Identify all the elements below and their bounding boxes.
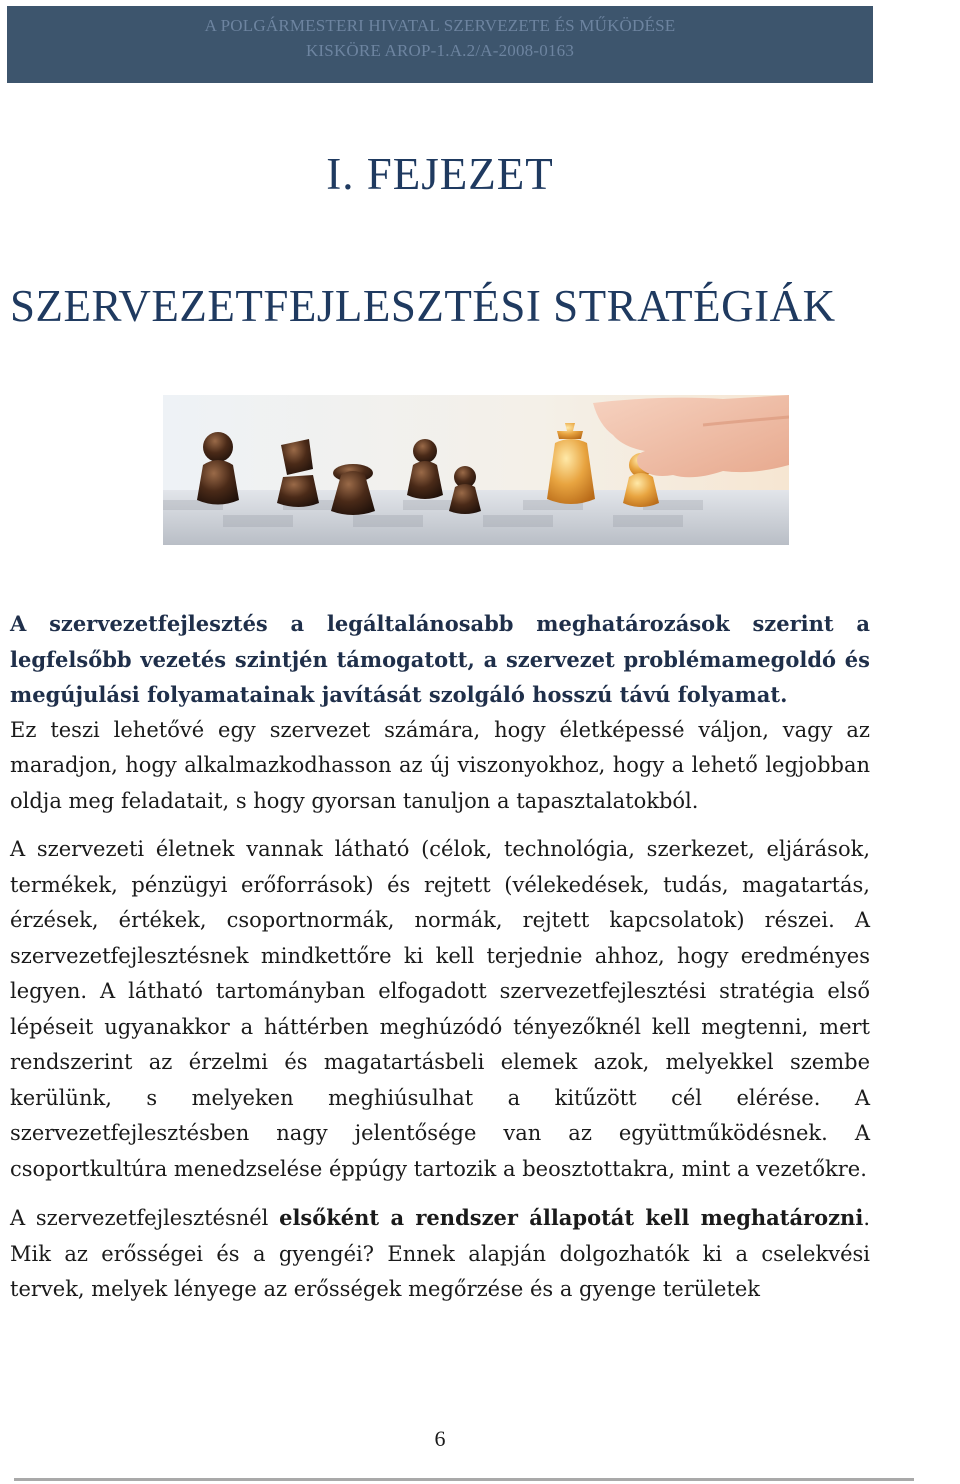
paragraph-3-emphasis: elsőként a rendszer állapotát kell meghatározni <box>279 1205 864 1230</box>
paragraph-2: A szervezeti életnek vannak látható (célok, technológia, szerkezet, eljárások, termékek, pénzügyi erőforrások) és rejtett (vélekedések, tudás, magatartás, érzések, értékek, csoportnormák, normák, rejtett kapcsolatok) részei. A szervezetfejlesztésnek mindkettőre ki kell terjednie ahhoz, hogy eredményes legyen. A látható tartományban elfogadott szervezetfejlesztési stratégia első lépéseit ugyanakkor a háttérben meghúzódó tényezőknél kell megtenni, mert rendszerint az érzelmi és magatartásbeli elemek azok, melyekkel szembe kerülünk, s melyeken meghiúsulhat a kitűzött cél elérése. A szervezetfejlesztésben nagy jelentősége van az együttműködésnek. A csoportkultúra menedzselése éppúgy tartozik a beosztottakra, mint a vezetőkre. <box>10 837 870 1181</box>
paragraph-3-start: A szervezetfejlesztésnél <box>10 1206 280 1230</box>
paragraph-3 <box>10 1200 870 1308</box>
chess-photo <box>163 395 789 545</box>
page-title: SZERVEZETFEJLESZTÉSI STRATÉGIÁK <box>10 281 836 331</box>
header-band <box>7 6 873 83</box>
body-text <box>10 606 870 1321</box>
chapter-heading: I. FEJEZET <box>326 149 554 199</box>
header-title: A POLGÁRMESTERI HIVATAL SZERVEZETE ÉS MŰKÖDÉSE <box>204 16 676 35</box>
lead-paragraph: A szervezetfejlesztés a legáltalánosabb meghatározások szerint a legfelsőbb vezetés szintjén támogatott, a szervezet problémamegoldó és megújulási folyamatainak javítását szolgáló hosszú távú folyamat. <box>10 611 870 707</box>
paragraph-3-end: . Mik az erősségei és a gyengéi? Ennek alapján dolgozhatók ki a cselekvési tervek, melyek lényege az erősségek megőrzése és a gyenge területek <box>10 1206 870 1301</box>
header-subtitle: KISKÖRE AROP-1.A.2/A-2008-0163 <box>305 41 575 60</box>
page-number: 6 <box>434 1426 446 1451</box>
footer-rule <box>14 1478 914 1481</box>
paragraph-1: Ez teszi lehetővé egy szervezet számára, hogy életképessé váljon, vagy az maradjon, hogy alkalmazkodhasson az új viszonyokhoz, hogy a lehető legjobban oldja meg feladatait, s hogy gyorsan tanuljon a tapasztalatokból. <box>10 717 870 813</box>
